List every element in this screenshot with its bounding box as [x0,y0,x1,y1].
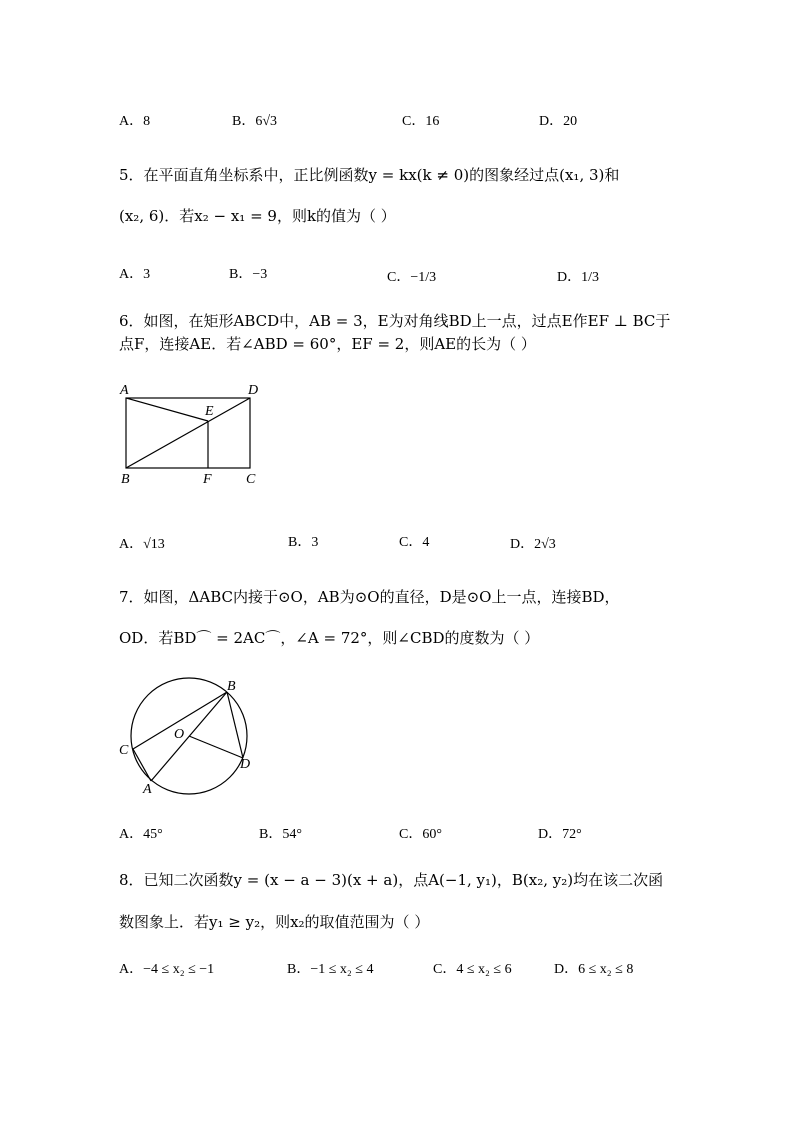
q8-option-c: C．4 ≤ x₂ ≤ 6 [433,962,512,977]
label-b: B [227,679,236,694]
q8-option-b: B．−1 ≤ x₂ ≤ 4 [287,962,374,977]
rectangle-diagram [110,378,280,488]
q5-option-d: D．1/3 [557,270,599,285]
q6-text-line2: 点F，连接AE．若∠ABD = 60°，EF = 2，则AE的长为（ ） [119,335,536,353]
label-d: D [248,383,259,398]
q7-option-a: A．45° [119,827,163,842]
q4-option-d: D．20 [539,114,578,129]
q6-option-d: D．2√3 [510,537,556,552]
chord-ca [133,749,151,781]
q8-option-a: A．−4 ≤ x₂ ≤ −1 [119,962,215,977]
q6-text-line1: 6．如图，在矩形ABCD中，AB = 3，E为对角线BD上一点，过点E作EF ⊥ BC于 [119,312,671,330]
q7-option-b: B．54° [259,827,302,842]
q5-text-line2: (x₂, 6)．若x₂ − x₁ = 9，则k的值为（ ） [119,207,396,225]
q4-option-a: A．8 [119,114,151,129]
label-c: C [119,743,129,758]
circle-diagram [112,672,262,802]
chord-bd [227,692,243,758]
q7-text-line1: 7．如图，ΔABC内接于⊙O，AB为⊙O的直径，D是⊙O上一点，连接BD， [119,588,620,606]
label-a: A [120,383,129,398]
segment-od [189,736,243,758]
q6-option-a: A．√13 [119,537,165,552]
diagonal-bd [126,398,250,468]
label-c: C [246,472,256,487]
label-d: D [240,757,251,772]
segment-ae [126,398,208,421]
label-b: B [121,472,130,487]
q7-option-d: D．72° [538,827,582,842]
label-a: A [143,782,152,797]
label-f: F [203,472,212,487]
q5-option-a: A．3 [119,267,151,282]
q7-option-c: C．60° [399,827,442,842]
q4-option-c: C．16 [402,114,440,129]
q8-text-line1: 8．已知二次函数y = (x − a − 3)(x + a)，点A(−1, y₁)，B(x₂, y₂)均在该二次函 [119,871,664,889]
q6-option-b: B．3 [288,535,319,550]
q5-text-line1: 5．在平面直角坐标系中，正比例函数y = kx(k ≠ 0)的图象经过点(x₁, 3)和 [119,166,620,184]
q4-option-b: B．6√3 [232,114,278,129]
label-e: E [205,404,214,419]
q5-option-b: B．−3 [229,267,268,282]
label-o: O [174,727,185,742]
q5-option-c: C．−1/3 [387,270,437,285]
q8-text-line2: 数图象上．若y₁ ≥ y₂，则x₂的取值范围为（ ） [119,913,430,931]
q8-option-d: D．6 ≤ x₂ ≤ 8 [554,962,634,977]
q6-option-c: C．4 [399,535,430,550]
q7-text-line2: OD．若BD⌒ = 2AC⌒，∠A = 72°，则∠CBD的度数为（ ） [119,629,540,647]
